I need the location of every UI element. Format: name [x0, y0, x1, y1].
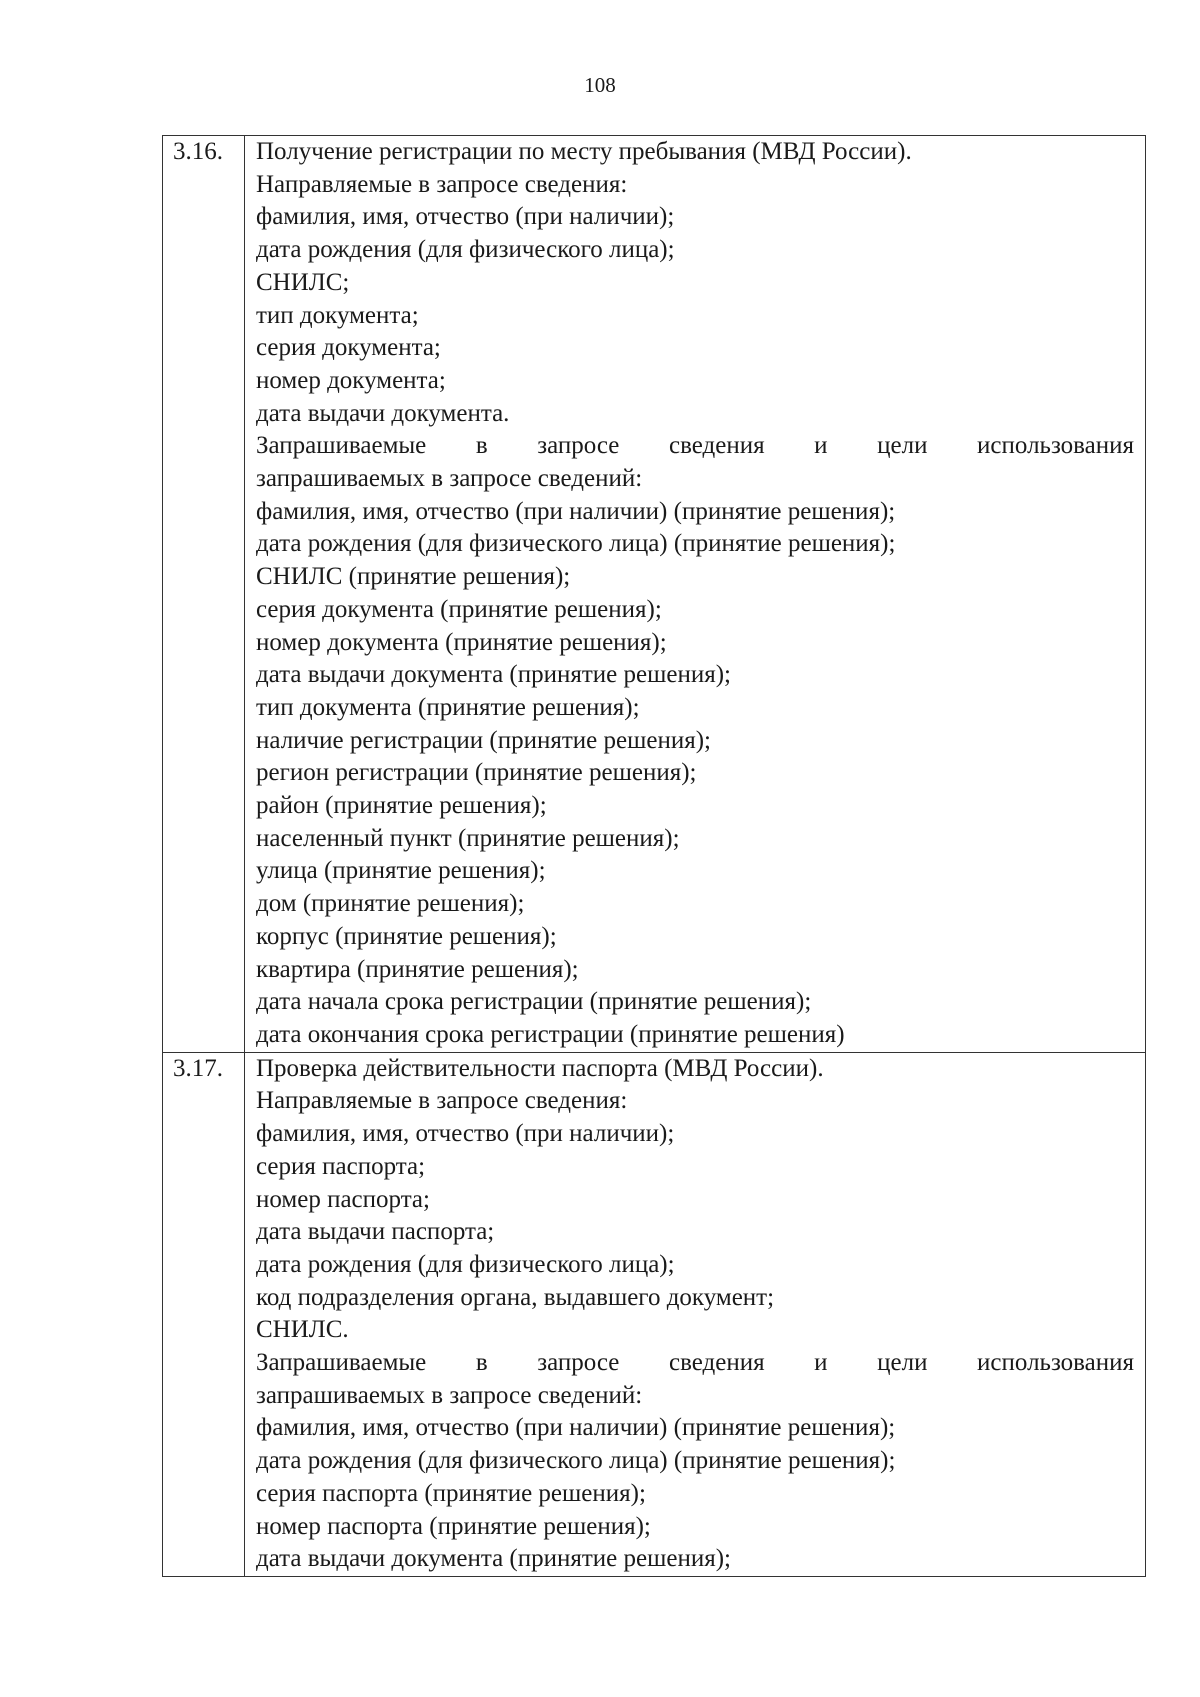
content-line: дата начала срока регистрации (принятие решения); [256, 988, 812, 1016]
content-line: тип документа; [256, 301, 419, 329]
content-line: серия документа; [256, 334, 441, 362]
content-line: фамилия, имя, отчество (при наличии) (принятие решения); [256, 1414, 896, 1442]
content-line: номер паспорта (принятие решения); [256, 1512, 651, 1540]
content-line: Направляемые в запросе сведения: [256, 1087, 628, 1115]
content-line: дата рождения (для физического лица); [256, 236, 675, 264]
content-line: улица (принятие решения); [256, 857, 546, 885]
content-line: СНИЛС; [256, 268, 350, 296]
content-line: корпус (принятие решения); [256, 922, 557, 950]
content-line: дата рождения (для физического лица) (принятие решения); [256, 530, 896, 558]
content-line: запрашиваемых в запросе сведений: [256, 1381, 643, 1409]
content-line: дата окончания срока регистрации (принятие решения) [256, 1020, 845, 1048]
content-line: Проверка действительности паспорта (МВД России). [256, 1054, 824, 1082]
content-line: СНИЛС (принятие решения); [256, 563, 571, 591]
table-row [163, 1052, 1146, 1576]
content-line: дата рождения (для физического лица); [256, 1250, 675, 1278]
page-number: 108 [584, 73, 616, 97]
content-line: наличие регистрации (принятие решения); [256, 726, 711, 754]
content-line: регион регистрации (принятие решения); [256, 759, 697, 787]
content-line: код подразделения органа, выдавшего документ; [256, 1283, 775, 1311]
content-line: фамилия, имя, отчество (при наличии); [256, 203, 675, 231]
content-line: Запрашиваемые в запросе сведения и цели использования [256, 1349, 1134, 1377]
content-line: дом (принятие решения); [256, 890, 525, 918]
content-line: район (принятие решения); [256, 792, 547, 820]
content-line: дата выдачи документа (принятие решения); [256, 1545, 731, 1573]
content-line: населенный пункт (принятие решения); [256, 824, 680, 852]
content-line: тип документа (принятие решения); [256, 693, 640, 721]
content-line: номер документа (принятие решения); [256, 628, 667, 656]
content-line: серия паспорта (принятие решения); [256, 1479, 646, 1507]
content-line: дата выдачи документа (принятие решения); [256, 661, 731, 689]
content-line: СНИЛС. [256, 1316, 349, 1344]
content-line: дата выдачи паспорта; [256, 1218, 495, 1246]
content-line: серия документа (принятие решения); [256, 595, 662, 623]
content-line: серия паспорта; [256, 1152, 426, 1180]
content-line: фамилия, имя, отчество (при наличии); [256, 1120, 675, 1148]
row-number-cell: 3.17. [163, 1052, 245, 1576]
content-line: дата рождения (для физического лица) (принятие решения); [256, 1447, 896, 1475]
content-line: фамилия, имя, отчество (при наличии) (принятие решения); [256, 497, 896, 525]
content-line: номер документа; [256, 366, 446, 394]
row-content-cell [245, 1052, 1146, 1576]
table-body [163, 136, 1146, 1577]
content-line: Запрашиваемые в запросе сведения и цели использования [256, 432, 1134, 460]
content-line: запрашиваемых в запросе сведений: [256, 465, 643, 493]
row-number-cell: 3.16. [163, 136, 245, 1053]
content-line: квартира (принятие решения); [256, 955, 579, 983]
content-line: номер паспорта; [256, 1185, 430, 1213]
content-line: дата выдачи документа. [256, 399, 510, 427]
table-row [163, 136, 1146, 1053]
requirements-table [162, 135, 1146, 1577]
content-line: Получение регистрации по месту пребывания (МВД России). [256, 138, 912, 165]
content-line: Направляемые в запросе сведения: [256, 170, 628, 198]
row-content-cell [245, 136, 1146, 1053]
